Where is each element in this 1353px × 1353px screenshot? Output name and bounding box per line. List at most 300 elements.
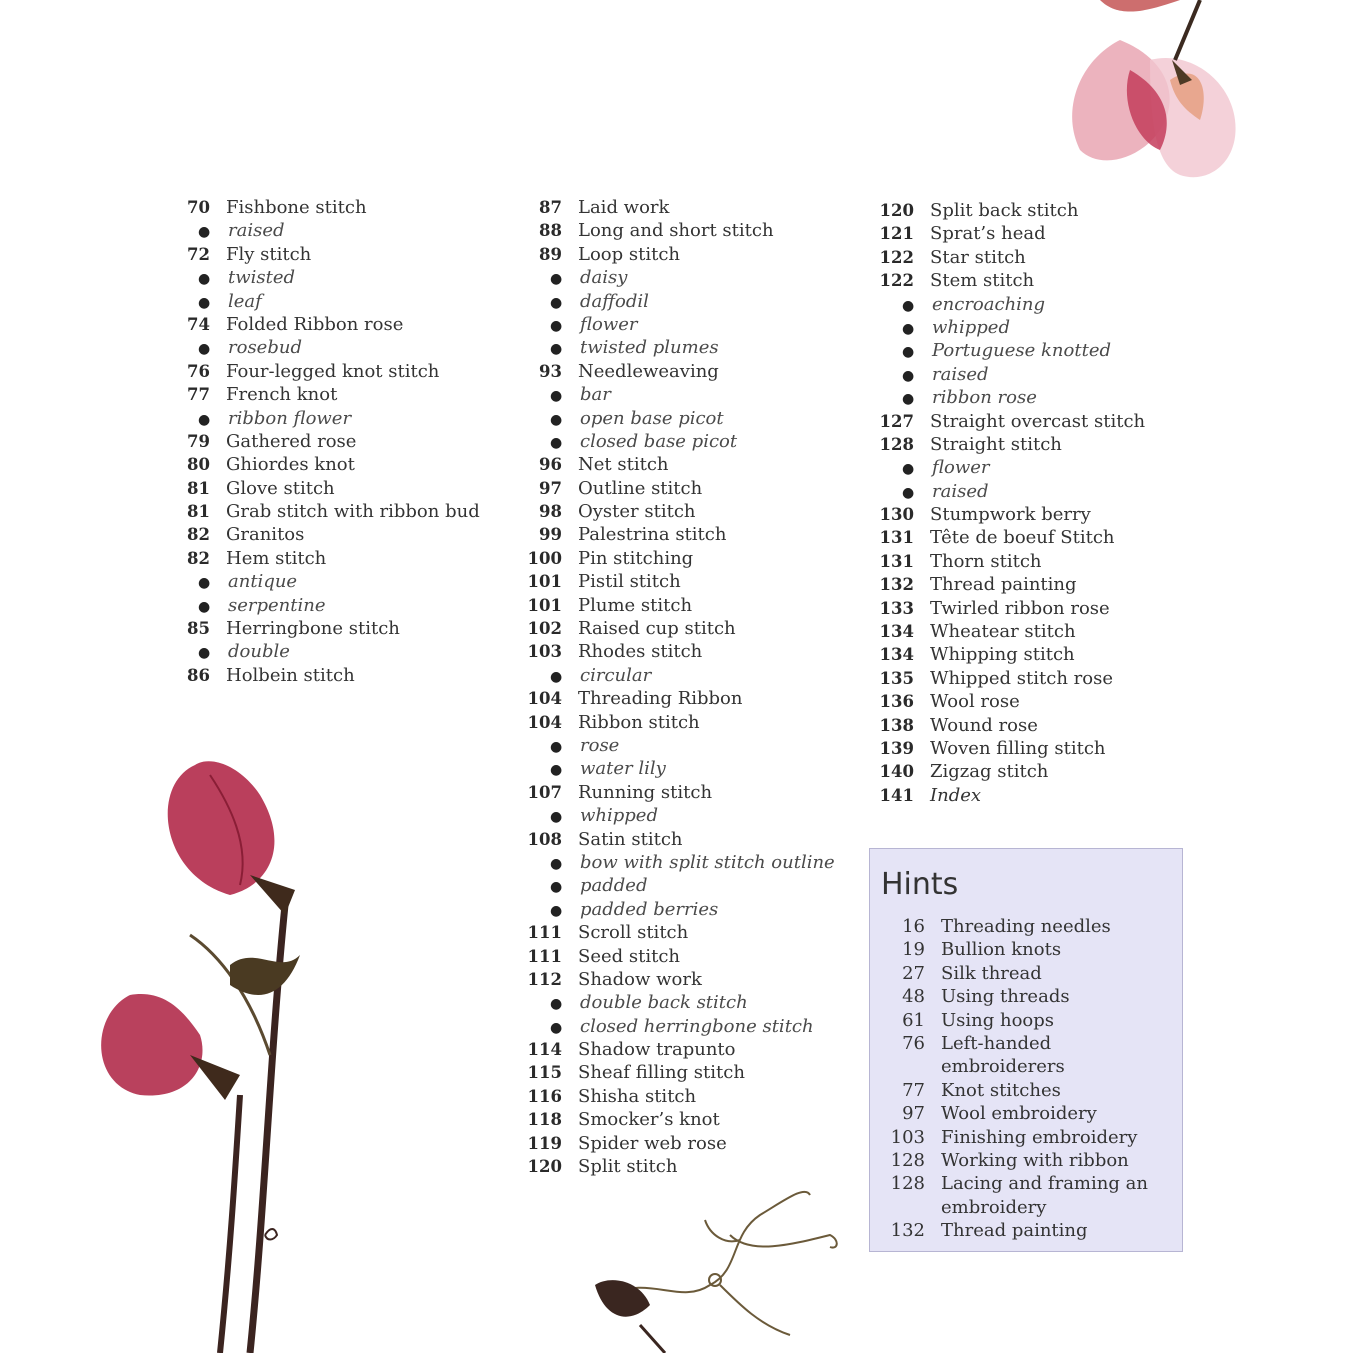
contents-entry[interactable] — [512, 360, 852, 383]
hint-page-number: 16 — [902, 916, 925, 937]
contents-entry[interactable] — [512, 711, 852, 734]
subentry-title: flower — [580, 313, 638, 335]
sweet-pea-flower-illustration-top — [1060, 0, 1260, 190]
contents-entry[interactable] — [160, 196, 500, 219]
contents-entry[interactable] — [160, 430, 500, 453]
page-number: 101 — [527, 572, 562, 592]
bullet-icon: ● — [902, 461, 915, 478]
page-number: 107 — [527, 782, 562, 802]
page-number: 88 — [539, 221, 562, 241]
bullet-icon: ● — [550, 809, 563, 826]
contents-subentry[interactable] — [512, 804, 852, 827]
page-number: 121 — [879, 224, 914, 244]
subentry-title: twisted — [228, 267, 296, 289]
entry-title: Thread painting — [930, 574, 1077, 596]
subentry-title: serpentine — [228, 594, 326, 616]
page-number: 127 — [879, 411, 914, 431]
page-number: 85 — [187, 619, 210, 639]
page-number: 134 — [879, 645, 914, 665]
entry-title: Shadow trapunto — [578, 1039, 736, 1061]
bullet-icon: ● — [550, 434, 563, 451]
entry-title: Grab stitch with ribbon bud — [226, 501, 480, 523]
subentry-title: bar — [580, 384, 611, 406]
contents-entry[interactable] — [512, 453, 852, 476]
hint-page-number: 19 — [902, 939, 925, 961]
contents-entry[interactable] — [160, 360, 500, 383]
page-number: 104 — [527, 689, 562, 709]
hint-item[interactable] — [870, 962, 1176, 985]
bullet-icon: ● — [550, 855, 563, 872]
hint-title: Threading needles — [941, 916, 1111, 937]
entry-title: Star stitch — [930, 246, 1026, 268]
contents-subentry[interactable] — [512, 383, 852, 406]
contents-entry[interactable] — [160, 243, 500, 266]
hint-item[interactable] — [870, 915, 1176, 938]
bullet-icon: ● — [550, 341, 563, 358]
page-number: 89 — [539, 244, 562, 264]
hint-page-number: 76 — [902, 1033, 925, 1055]
contents-entry[interactable] — [512, 1038, 852, 1061]
contents-subentry[interactable] — [512, 266, 852, 289]
contents-subentry[interactable] — [512, 1015, 852, 1038]
entry-title: Four-legged knot stitch — [226, 360, 440, 382]
bullet-icon: ● — [550, 879, 563, 896]
entry-title: Fly stitch — [226, 243, 312, 265]
contents-entry[interactable] — [512, 219, 852, 242]
entry-title: Loop stitch — [578, 243, 681, 265]
page-number: 81 — [187, 502, 210, 522]
entry-title: Satin stitch — [578, 828, 683, 850]
entry-title: Running stitch — [578, 781, 713, 803]
contents-entry[interactable] — [512, 477, 852, 500]
entry-title: Shisha stitch — [578, 1085, 697, 1107]
contents-subentry[interactable] — [864, 293, 1164, 316]
bullet-icon: ● — [550, 1019, 563, 1036]
contents-subentry[interactable] — [512, 290, 852, 313]
page-number: 120 — [527, 1157, 562, 1177]
subentry-title: rose — [580, 734, 620, 756]
page-number: 114 — [527, 1040, 562, 1060]
page-number: 120 — [879, 201, 914, 220]
subentry-title: rosebud — [228, 337, 302, 359]
contents-subentry[interactable] — [864, 316, 1164, 339]
subentry-title: open base picot — [580, 407, 724, 429]
subentry-title: Portuguese knotted — [932, 340, 1112, 362]
contents-entry[interactable] — [512, 1155, 852, 1178]
contents-subentry[interactable] — [160, 290, 500, 313]
contents-entry[interactable] — [864, 714, 1164, 737]
subentry-title: raised — [228, 220, 285, 242]
entry-title: Thorn stitch — [930, 550, 1042, 572]
hint-title: Left-handed embroiderers — [941, 1033, 1065, 1078]
bullet-icon: ● — [550, 271, 563, 288]
subentry-title: double back stitch — [580, 992, 748, 1014]
sweet-pea-tendril-illustration — [590, 1175, 850, 1353]
contents-entry[interactable] — [864, 597, 1164, 620]
bullet-icon: ● — [198, 645, 211, 662]
page-number: 81 — [187, 478, 210, 498]
entry-title: Whipped stitch rose — [930, 667, 1113, 689]
entry-title: Herringbone stitch — [226, 618, 400, 640]
hint-page-number: 77 — [902, 1079, 925, 1101]
contents-entry[interactable] — [512, 1108, 852, 1131]
contents-subentry[interactable] — [160, 407, 500, 430]
contents-entry[interactable] — [864, 410, 1164, 433]
subentry-title: closed herringbone stitch — [580, 1015, 814, 1037]
sweet-pea-stems-illustration — [90, 755, 370, 1353]
bullet-icon: ● — [550, 668, 563, 685]
entry-title: Net stitch — [578, 454, 669, 476]
contents-entry[interactable] — [864, 246, 1164, 269]
contents-subentry[interactable] — [512, 874, 852, 897]
contents-entry[interactable] — [512, 594, 852, 617]
contents-subentry[interactable] — [864, 386, 1164, 409]
entry-title: Laid work — [578, 197, 670, 218]
hint-page-number: 48 — [902, 986, 925, 1008]
entry-title: Glove stitch — [226, 477, 335, 499]
hint-item[interactable] — [870, 1102, 1176, 1125]
contents-entry[interactable] — [864, 620, 1164, 643]
bullet-icon: ● — [902, 391, 915, 408]
page-number: 104 — [527, 712, 562, 732]
contents-entry[interactable] — [512, 500, 852, 523]
subentry-title: padded berries — [580, 898, 719, 920]
contents-subentry[interactable] — [160, 336, 500, 359]
contents-entry[interactable] — [864, 784, 1164, 807]
contents-subentry[interactable] — [512, 336, 852, 359]
hint-title: Finishing embroidery — [941, 1126, 1138, 1148]
page-number: 115 — [527, 1063, 562, 1083]
bullet-icon: ● — [550, 294, 563, 311]
contents-entry[interactable] — [864, 573, 1164, 596]
bullet-icon: ● — [902, 320, 915, 337]
hint-item[interactable] — [870, 1172, 1176, 1219]
subentry-title: ribbon rose — [932, 387, 1037, 409]
page-number: 70 — [187, 198, 210, 217]
page-number: 133 — [879, 598, 914, 618]
contents-entry[interactable] — [512, 640, 852, 663]
entry-title: Stem stitch — [930, 270, 1035, 292]
contents-subentry[interactable] — [160, 640, 500, 663]
hint-title: Silk thread — [941, 962, 1042, 984]
subentry-title: closed base picot — [580, 430, 738, 452]
page-number: 72 — [187, 244, 210, 264]
contents-subentry[interactable] — [512, 313, 852, 336]
hint-title: Using threads — [941, 986, 1070, 1008]
subentry-title: whipped — [580, 805, 658, 827]
contents-subentry[interactable] — [512, 757, 852, 780]
entry-title: Sprat’s head — [930, 223, 1046, 245]
contents-subentry[interactable] — [512, 734, 852, 757]
bullet-icon: ● — [198, 575, 211, 592]
contents-entry[interactable] — [864, 433, 1164, 456]
contents-subentry[interactable] — [512, 664, 852, 687]
page-number: 86 — [187, 665, 210, 685]
entry-title: Outline stitch — [578, 477, 703, 499]
bullet-icon: ● — [550, 738, 563, 755]
contents-entry[interactable] — [512, 945, 852, 968]
entry-title: Seed stitch — [578, 945, 681, 967]
contents-entry[interactable] — [512, 196, 852, 219]
contents-entry[interactable] — [512, 1085, 852, 1108]
page-number: 112 — [527, 969, 562, 989]
page-number: 136 — [879, 692, 914, 712]
contents-entry[interactable] — [512, 828, 852, 851]
contents-entry[interactable] — [160, 523, 500, 546]
contents-entry[interactable] — [160, 453, 500, 476]
subentry-title: flower — [932, 457, 990, 479]
bullet-icon: ● — [902, 484, 915, 501]
bullet-icon: ● — [550, 762, 563, 779]
entry-title: Sheaf filling stitch — [578, 1062, 745, 1084]
entry-title: Wool rose — [930, 691, 1020, 713]
contents-entry[interactable] — [512, 243, 852, 266]
hint-page-number: 132 — [890, 1220, 925, 1242]
contents-subentry[interactable] — [160, 266, 500, 289]
contents-entry[interactable] — [512, 617, 852, 640]
subentry-title: bow with split stitch outline — [580, 851, 835, 873]
entry-title: Wheatear stitch — [930, 621, 1076, 643]
subentry-title: circular — [580, 664, 652, 686]
contents-column-3 — [864, 199, 1164, 807]
entry-title: Spider web rose — [578, 1132, 727, 1154]
contents-entry[interactable] — [160, 313, 500, 336]
contents-subentry[interactable] — [512, 991, 852, 1014]
entry-title: Straight overcast stitch — [930, 410, 1146, 432]
hint-item[interactable] — [870, 985, 1176, 1008]
contents-entry[interactable] — [512, 1132, 852, 1155]
page-number: 99 — [539, 525, 562, 545]
hint-page-number: 27 — [902, 962, 925, 984]
subentry-title: daffodil — [580, 290, 649, 312]
entry-title: Scroll stitch — [578, 922, 689, 944]
contents-column-2 — [512, 196, 852, 1178]
contents-subentry[interactable] — [864, 480, 1164, 503]
page-number: 122 — [879, 247, 914, 267]
hint-page-number: 97 — [902, 1103, 925, 1125]
bullet-icon: ● — [550, 388, 563, 405]
entry-title: Whipping stitch — [930, 644, 1075, 666]
hints-heading: Hints — [881, 867, 959, 902]
page-number: 80 — [187, 455, 210, 475]
bullet-icon: ● — [550, 317, 563, 334]
entry-title: Smocker’s knot — [578, 1109, 720, 1131]
contents-entry[interactable] — [160, 500, 500, 523]
contents-subentry[interactable] — [160, 570, 500, 593]
entry-title: Granitos — [226, 524, 305, 546]
hints-list — [870, 915, 1176, 1243]
entry-title: Threading Ribbon — [578, 688, 743, 710]
hint-item[interactable] — [870, 1219, 1176, 1242]
contents-subentry[interactable] — [512, 430, 852, 453]
entry-title: Pin stitching — [578, 547, 694, 569]
subentry-title: raised — [932, 363, 989, 385]
contents-subentry[interactable] — [160, 219, 500, 242]
hint-title: Knot stitches — [941, 1079, 1061, 1101]
entry-title: Rhodes stitch — [578, 641, 703, 663]
entry-title: Shadow work — [578, 968, 702, 990]
page-number: 77 — [187, 385, 210, 405]
entry-title: Ribbon stitch — [578, 711, 700, 733]
contents-entry[interactable] — [160, 383, 500, 406]
page-number: 141 — [879, 785, 914, 805]
subentry-title: daisy — [580, 267, 628, 289]
subentry-title: antique — [228, 571, 298, 593]
contents-entry[interactable] — [864, 503, 1164, 526]
entry-title: Tête de boeuf Stitch — [930, 527, 1115, 549]
hint-item[interactable] — [870, 1079, 1176, 1102]
page-number: 122 — [879, 271, 914, 291]
contents-entry[interactable] — [512, 687, 852, 710]
contents-entry[interactable] — [864, 269, 1164, 292]
bullet-icon: ● — [198, 598, 211, 615]
page-number: 82 — [187, 548, 210, 568]
contents-subentry[interactable] — [512, 898, 852, 921]
subentry-title: double — [228, 641, 290, 663]
entry-title: Fishbone stitch — [226, 197, 367, 218]
contents-entry[interactable] — [864, 760, 1164, 783]
hint-title: Thread painting — [941, 1220, 1088, 1242]
contents-entry[interactable] — [512, 547, 852, 570]
contents-subentry[interactable] — [512, 851, 852, 874]
page-number: 134 — [879, 622, 914, 642]
hint-item[interactable] — [870, 938, 1176, 961]
bullet-icon: ● — [198, 224, 211, 241]
subentry-title: ribbon flower — [228, 407, 352, 429]
hint-title: Using hoops — [941, 1009, 1055, 1031]
page-number: 139 — [879, 738, 914, 758]
contents-subentry[interactable] — [864, 363, 1164, 386]
page-number: 131 — [879, 528, 914, 548]
contents-entry[interactable] — [512, 968, 852, 991]
hint-page-number: 128 — [890, 1173, 925, 1195]
entry-title: Folded Ribbon rose — [226, 313, 404, 335]
contents-entry[interactable] — [864, 667, 1164, 690]
contents-subentry[interactable] — [864, 339, 1164, 362]
page-number: 116 — [527, 1086, 562, 1106]
page-number: 103 — [527, 642, 562, 662]
bullet-icon: ● — [550, 902, 563, 919]
bullet-icon: ● — [550, 411, 563, 428]
bullet-icon: ● — [902, 367, 915, 384]
entry-title: Zigzag stitch — [930, 761, 1049, 783]
page-number: 79 — [187, 431, 210, 451]
page-number: 131 — [879, 551, 914, 571]
entry-title: Split stitch — [578, 1156, 678, 1178]
entry-title: Wound rose — [930, 714, 1038, 736]
contents-subentry[interactable] — [864, 456, 1164, 479]
contents-entry[interactable] — [512, 1061, 852, 1084]
bullet-icon: ● — [198, 271, 211, 288]
subentry-title: raised — [932, 480, 989, 502]
hint-item[interactable] — [870, 1032, 1176, 1079]
page-number: 111 — [527, 923, 562, 943]
page-number: 118 — [527, 1110, 562, 1130]
subentry-title: whipped — [932, 316, 1010, 338]
contents-entry[interactable] — [512, 523, 852, 546]
contents-subentry[interactable] — [160, 594, 500, 617]
entry-title: Long and short stitch — [578, 220, 774, 242]
page-number: 130 — [879, 505, 914, 525]
contents-entry[interactable] — [160, 477, 500, 500]
contents-entry[interactable] — [864, 690, 1164, 713]
hint-page-number: 128 — [890, 1150, 925, 1172]
page-number: 98 — [539, 502, 562, 522]
contents-entry[interactable] — [864, 526, 1164, 549]
subentry-title: padded — [580, 875, 648, 897]
contents-entry[interactable] — [512, 921, 852, 944]
hint-title: Working with ribbon — [941, 1150, 1129, 1172]
page-number: 132 — [879, 575, 914, 595]
hint-title: Lacing and framing an embroidery — [941, 1173, 1148, 1218]
page-number: 140 — [879, 762, 914, 782]
page-number: 87 — [539, 198, 562, 217]
contents-entry[interactable] — [160, 547, 500, 570]
entry-title: Straight stitch — [930, 433, 1062, 455]
contents-entry[interactable] — [160, 664, 500, 687]
contents-entry[interactable] — [864, 737, 1164, 760]
entry-title: Palestrina stitch — [578, 524, 727, 546]
page-number: 100 — [527, 548, 562, 568]
hint-page-number: 61 — [902, 1009, 925, 1031]
bullet-icon: ● — [902, 344, 915, 361]
page-number: 101 — [527, 595, 562, 615]
hint-item[interactable] — [870, 1009, 1176, 1032]
subentry-title: encroaching — [932, 293, 1046, 315]
page-number: 108 — [527, 829, 562, 849]
entry-title: Raised cup stitch — [578, 618, 736, 640]
page-number: 111 — [527, 946, 562, 966]
subentry-title: leaf — [228, 290, 262, 312]
contents-entry[interactable] — [864, 550, 1164, 573]
contents-entry[interactable] — [160, 617, 500, 640]
contents-entry[interactable] — [864, 643, 1164, 666]
page-number: 93 — [539, 361, 562, 381]
contents-subentry[interactable] — [512, 407, 852, 430]
page-number: 74 — [187, 314, 210, 334]
entry-title: Holbein stitch — [226, 664, 355, 686]
hint-item[interactable] — [870, 1126, 1176, 1149]
entry-title: Plume stitch — [578, 594, 693, 616]
contents-entry[interactable] — [864, 199, 1164, 222]
contents-column-1 — [160, 196, 500, 687]
bullet-icon: ● — [198, 341, 211, 358]
contents-entry[interactable] — [512, 570, 852, 593]
entry-title: Woven filling stitch — [930, 737, 1106, 759]
entry-title: Split back stitch — [930, 200, 1079, 221]
bullet-icon: ● — [550, 996, 563, 1013]
subentry-title: water lily — [580, 758, 666, 780]
bullet-icon: ● — [198, 294, 211, 311]
contents-entry[interactable] — [864, 222, 1164, 245]
entry-title: Ghiordes knot — [226, 454, 355, 476]
page-number: 76 — [187, 361, 210, 381]
subentry-title: twisted plumes — [580, 337, 719, 359]
entry-title: Index — [930, 784, 982, 806]
page-number: 96 — [539, 455, 562, 475]
page-number: 138 — [879, 715, 914, 735]
hint-title: Wool embroidery — [941, 1103, 1097, 1125]
entry-title: Hem stitch — [226, 547, 327, 569]
page-number: 128 — [879, 434, 914, 454]
page-number: 97 — [539, 478, 562, 498]
hint-title: Bullion knots — [941, 939, 1062, 961]
hints-box — [869, 848, 1183, 1252]
hint-item[interactable] — [870, 1149, 1176, 1172]
entry-title: Oyster stitch — [578, 501, 696, 523]
entry-title: French knot — [226, 384, 338, 406]
contents-entry[interactable] — [512, 781, 852, 804]
